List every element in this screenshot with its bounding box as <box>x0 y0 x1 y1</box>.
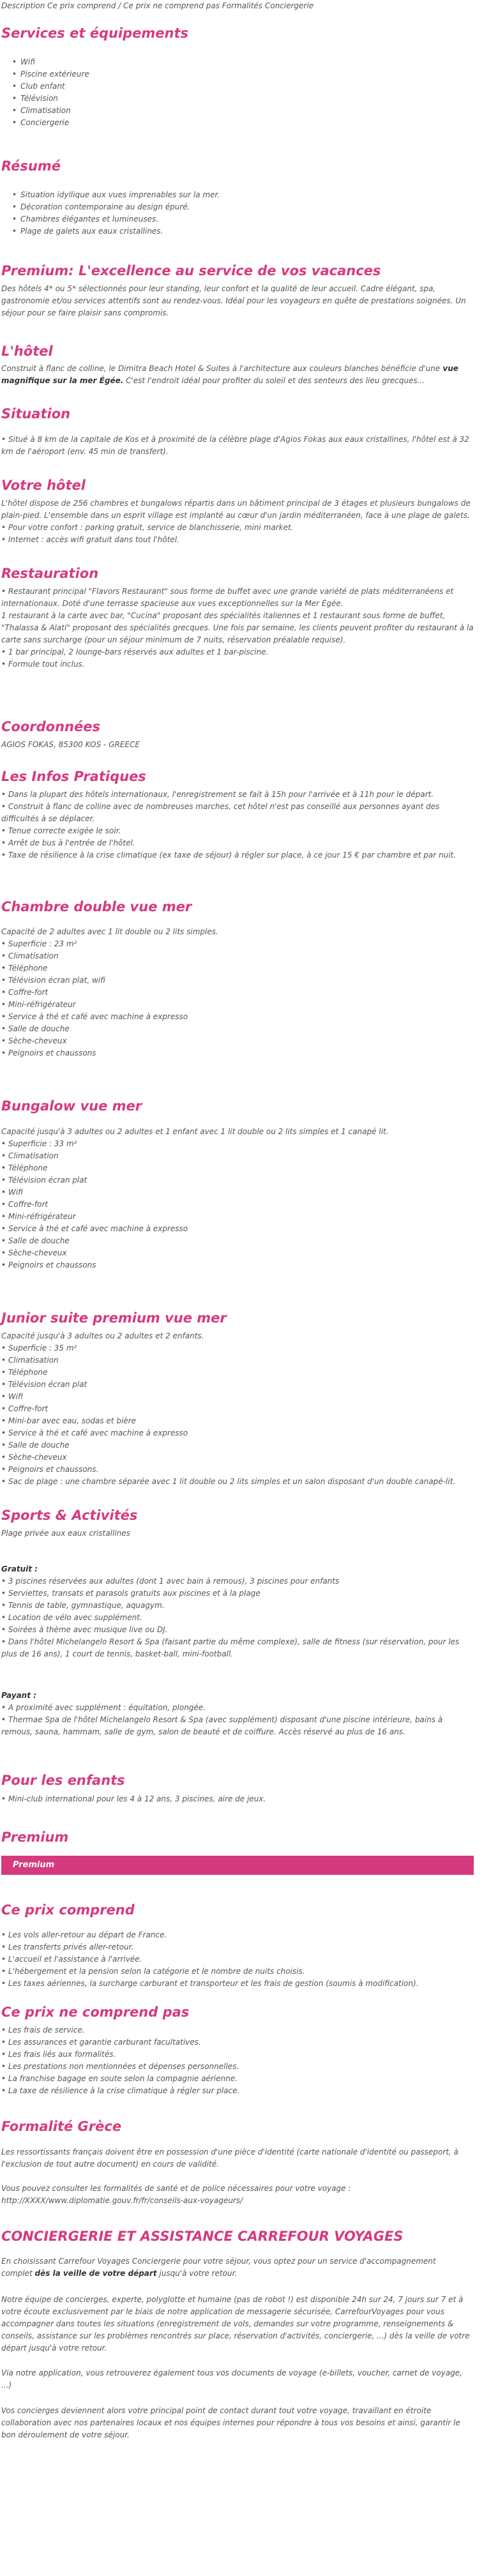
hotel-intro-text: Construit à flanc de colline, le Dimitra Beach Hotel & Suites à l'architecture aux couleurs blanches bénéficie d'une vue magnifique sur la mer Égée. C'est l'endroit idéal pour profiter du soleil et des senteurs des lieu grecques... <box>1 364 458 385</box>
list-item: • Club enfant <box>20 80 89 93</box>
list-item: • Climatisation <box>20 105 89 117</box>
list-item: • Situation idyllique aux vues imprenables sur la mer. <box>20 189 220 201</box>
votre-hotel-title: Votre hôtel <box>1 478 86 493</box>
list-item: • Décoration contemporaine au design épuré. <box>20 201 220 213</box>
prix-ne-comprend-text: • Les frais de service. • Les assurances et garantie carburant facultatives. • Les frais liés aux formalités. • Les prestations non mentionnées et dépenses personnelles. • La franchise bagage en soute selon la compagnie aérienne. • La taxe de résilience à la crise climatique à régler sur place. <box>1 2026 240 2095</box>
list-item: • Chambres élégantes et lumineuses. <box>20 213 220 225</box>
sports-gratuit: Gratuit : • 3 piscines réservées aux adultes (dont 1 avec bain à remous), 3 piscines pour enfants • Serviettes, transats et parasols gratuits aux piscines et à la plage • Tennis de table, gymnastique, aquagym. • Location de vélo avec supplément. • Soirées à thème avec musique live ou DJ. • Dans l'hôtel Michelangelo Resort & Spa (faisant partie du même complexe), salle de fitness (sur réservation, pour les plus de 16 ans), 1 court de tennis, basket-ball, mini-football. <box>1 1565 460 1658</box>
junior-text: Capacité jusqu'à 3 adultes ou 2 adultes et 2 enfants. • Superficie : 35 m² • Climatisation • Téléphone • Télévision écran plat • Wifi • Coffre-fort • Mini-bar avec eau, sodas et bière • Service à thé et café avec machine à expresso • Salle de douche • Sèche-cheveux • Peignoirs et chaussons. • Sac de plage : une chambre séparée avec 1 lit double ou 2 lits simples et un salon disposant d'un double canapé-lit. <box>1 1331 456 1486</box>
premium-excellence-title: Premium: L'excellence au service de vos vacances <box>1 263 381 278</box>
list-item: • Piscine extérieure <box>20 68 89 80</box>
premium-heading: Premium <box>1 1830 69 1845</box>
situation-text: • Situé à 8 km de la capitale de Kos et à proximité de la célèbre plage d'Agios Fokas aux eaux cristallines, l'hôtel est à 32 km de l'aéroport (env. 45 min de transfert). <box>1 435 469 456</box>
list-item: • Conciergerie <box>20 117 89 129</box>
sports-subtitle: Plage privée aux eaux cristallines <box>1 1529 130 1538</box>
formalites-link[interactable]: http://XXXX/www.diplomatie.gouv.fr/fr/conseils-aux-voyageurs/ <box>1 2196 243 2205</box>
infos-text: • Dans la plupart des hôtels internationaux, l'enregistrement se fait à 15h pour l'arrivée et à 11h pour le départ. • Construit à flanc de colline avec de nombreuses marches, cet hôtel n'est pas conseillé aux personnes ayant des difficultés à se déplacer. • Tenue correcte exigée le soir. • Arrêt de bus à l'entrée de l'hôtel. • Taxe de résilience à la crise climatique (ex taxe de séjour) à régler sur place, à ce jour 15 € par chambre et par nuit. <box>1 790 457 860</box>
list-item: • Wifi <box>20 56 89 68</box>
restauration-title: Restauration <box>1 566 99 581</box>
situation-title: Situation <box>1 406 71 421</box>
address-text: AGIOS FOKAS, 85300 KOS - GREECE <box>1 740 140 749</box>
services-title: Services et équipements <box>1 26 189 41</box>
bungalow-title: Bungalow vue mer <box>1 1098 142 1114</box>
infos-title: Les Infos Pratiques <box>1 769 146 784</box>
sports-payant: Payant : • A proximité avec supplément : équitation, plongée. • Thermae Spa de l'hôtel Michelangelo Resort & Spa (avec supplément) disposant d'une piscine intérieure, bains à remous, sauna, hammam, salle de gym, salon de beauté et de coiffure. Accès réservé au plus de 16 ans. <box>1 1691 443 1736</box>
chambre-double-text: Capacité de 2 adultes avec 1 lit double ou 2 lits simples. • Superficie : 23 m² • Climatisation • Téléphone • Télévision écran plat, wifi • Coffre-fort • Mini-réfrigérateur • Service à thé et café avec machine à expresso • Salle de douche • Sèche-cheveux • Peignoirs et chaussons <box>1 927 218 1057</box>
conciergerie-p4: Vos concierges deviennent alors votre principal point de contact durant tout votre voyage, travaillant en étroite collaboration avec nos partenaires locaux et nos équipes internes pour répondre à tous vos besoins et ainsi, garantir le bon déroulement de votre séjour. <box>1 2406 460 2439</box>
junior-title: Junior suite premium vue mer <box>1 1310 227 1326</box>
bungalow-text: Capacité jusqu'à 3 adultes ou 2 adultes et 1 enfant avec 1 lit double ou 2 lits simples et 1 canapé lit. • Superficie : 33 m² • Climatisation • Téléphone • Télévision écran plat • Wifi • Coffre-fort • Mini-réfrigérateur • Service à thé et café avec machine à expresso • Salle de douche • Sèche-cheveux • Peignoirs et chaussons <box>1 1127 389 1269</box>
resume-list <box>1 189 220 238</box>
formalite-text: Les ressortissants français doivent être en possession d'une pièce d'identité (carte nationale d'identité ou passeport, à l'exclusion de tout autre document) en cours de validité. Vous pouvez consulter les formalités de santé et de police nécessaires pour votre voyage : http://XXXX/www.diplomatie.gouv.fr/fr/conseils-aux-voyageurs/ <box>1 2146 458 2207</box>
hotel-intro-title: L'hôtel <box>1 344 53 359</box>
restauration-text: • Restaurant principal "Flavors Restaurant" sous forme de buffet avec une grande variété de plats méditerranéens et internationaux. Doté d'une terrasse spacieuse aux vues exceptionnelles sur la Mer Égée. 1 restaurant à la carte avec bar, "Cucina" proposant des spécialités italiennes et 1 restaurant sous forme de buffet, "Thalassa & Alati" proposant des spécialités grecques. Une fois par semaine, les clients peuvent profiter du restaurant à la carte sans surcharge (pour un séjour minimum de 7 nuits, réservation préalable requise). • 1 bar principal, 2 lounge-bars réservés aux adultes et 1 bar-piscine. • Formule tout inclus. <box>1 587 474 669</box>
conciergerie-title: CONCIERGERIE ET ASSISTANCE CARREFOUR VOYAGES <box>1 2229 404 2244</box>
conciergerie-p2: Notre équipe de concierges, experte, polyglotte et humaine (pas de robot !) est disponible 24h sur 24, 7 jours sur 7 et à votre écoute exclusivement par le biais de notre application de messagerie sécurisée, CarrefourVoyages pour vous accompagner dans toutes les situations (enregistrement de vols, demandes sur votre programme, renseignements & conseils, assistance sur les problèmes rencontrés sur place, réservation d'activités, conciergerie, ...) dès la veille de votre départ jusqu'à votre retour. <box>1 2295 470 2352</box>
premium-banner: Premium <box>1 1856 474 1875</box>
prix-ne-comprend-title: Ce prix ne comprend pas <box>1 2004 190 2020</box>
top-nav-line: Description Ce prix comprend / Ce prix ne comprend pas Formalités Conciergerie <box>1 1 314 10</box>
prix-comprend-title: Ce prix comprend <box>1 1902 135 1918</box>
enfants-title: Pour les enfants <box>1 1773 125 1788</box>
list-item: • Plage de galets aux eaux cristallines. <box>20 225 220 238</box>
prix-comprend-text: • Les vols aller-retour au départ de France. • Les transferts privés aller-retour. • L'accueil et l'assistance à l'arrivée. • L'hébergement et la pension selon la catégorie et le nombre de nuits choisis. • Les taxes aériennes, la surcharge carburant et transporteur et les frais de gestion (soumis à modification). <box>1 1930 419 1988</box>
coordonnees-title: Coordonnées <box>1 719 100 734</box>
enfants-text: • Mini-club international pour les 4 à 12 ans, 3 piscines, aire de jeux. <box>1 1794 266 1803</box>
chambre-double-title: Chambre double vue mer <box>1 899 192 914</box>
premium-excellence-text: Des hôtels 4* ou 5* sélectionnés pour leur standing, leur confort et la qualité de leur accueil. Cadre élégant, spa, gastronomie et/ou services attentifs sont au rendez-vous. Idéal pour les voyageurs en quête de prestations soignées. Un séjour pour se faire plaisir sans compromis. <box>1 284 466 317</box>
resume-title: Résumé <box>1 158 61 174</box>
conciergerie-p1: En choisissant Carrefour Voyages Conciergerie pour votre séjour, vous optez pour un service d'accompagnement complet dès la veille de votre départ jusqu'à votre retour. <box>1 2257 436 2278</box>
conciergerie-p3: Via notre application, vous retrouverez également tous vos documents de voyage (e-billets, voucher, carnet de voyage, ...) <box>1 2368 462 2390</box>
sports-title: Sports & Activités <box>1 1508 138 1523</box>
list-item: • Télévision <box>20 93 89 105</box>
formalite-title: Formalité Grèce <box>1 2119 122 2134</box>
votre-hotel-text: L'hôtel dispose de 256 chambres et bungalows répartis dans un bâtiment principal de 3 étages et plusieurs bungalows de plain-pied. L'ensemble dans un esprit village est implanté au cœur d'un jardin méditerranéen, face à une plage de galets. • Pour votre confort : parking gratuit, service de blanchisserie, mini market. • Internet : accès wifi gratuit dans tout l'hôtel. <box>1 499 471 544</box>
services-list <box>1 56 89 129</box>
